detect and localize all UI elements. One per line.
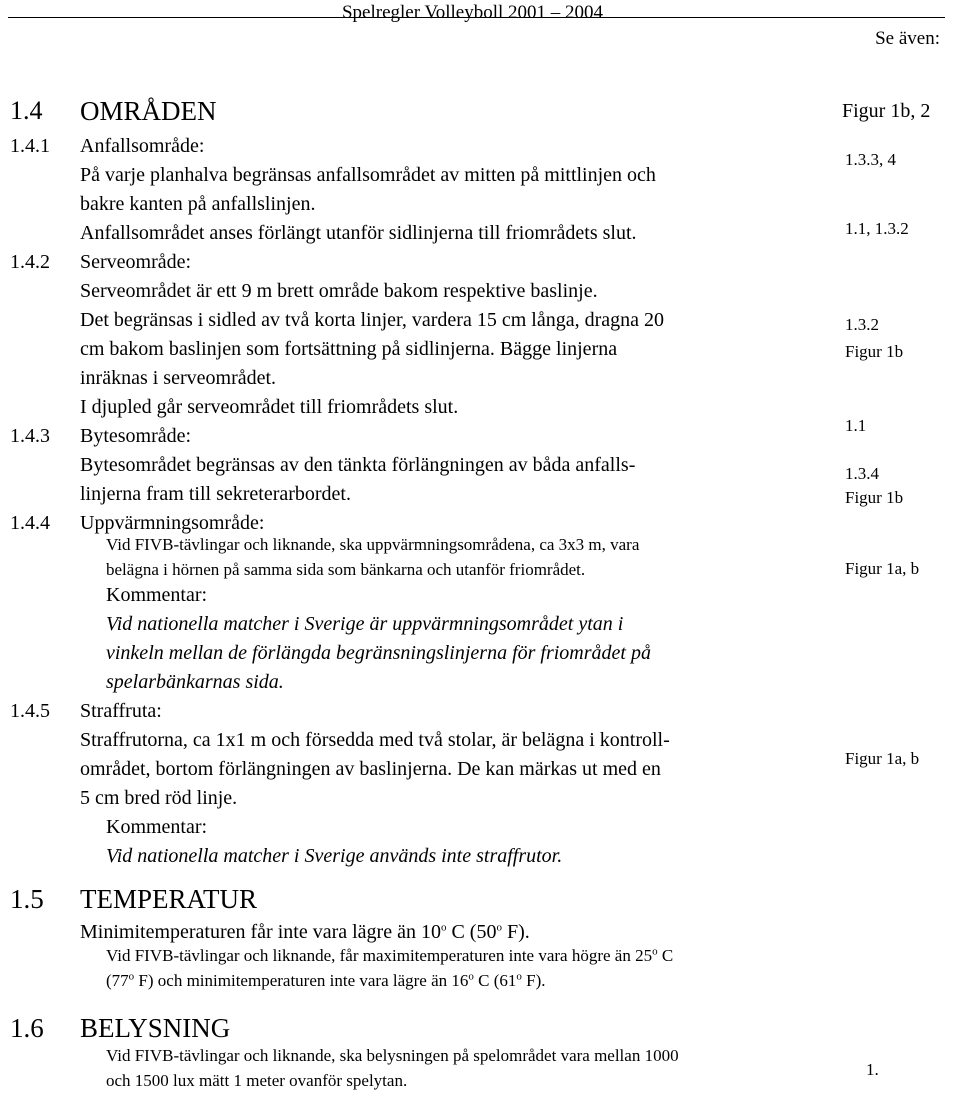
comment-label: Kommentar:	[106, 816, 208, 838]
section-number: 1.4.5	[10, 700, 50, 722]
section-number: 1.5	[10, 884, 44, 914]
body-line: inräknas i serveområdet.	[80, 367, 277, 389]
body-line: (77$^o$ F) och minimitemperaturen inte vara lägre än 16$^o$ C (61$^o$ F).	[106, 970, 546, 990]
section-number: 1.4.1	[10, 135, 50, 157]
body-line: Vid FIVB-tävlingar och liknande, ska uppvärmningsområdena, ca 3x3 m, vara	[106, 535, 640, 554]
comment-line: Vid nationella matcher i Sverige är uppvärmningsområdet ytan i	[106, 613, 624, 635]
body-line: 5 cm bred röd linje.	[80, 787, 238, 809]
body-line: Vid FIVB-tävlingar och liknande, får maximitemperaturen inte vara högre än 25$^o$ C	[106, 945, 674, 965]
body-line: Minimitemperaturen får inte vara lägre än 10$^o$ C (50$^o$ F).	[80, 921, 530, 943]
document-title: Spelregler Volleyboll 2001 – 2004	[341, 2, 604, 23]
degree-mark: o	[468, 970, 474, 983]
body-line: Straffrutorna, ca 1x1 m och försedda med två stolar, är belägna i kontroll-	[80, 729, 670, 751]
header-divider	[8, 17, 945, 18]
section-reference: Figur 1a, b	[845, 749, 920, 768]
degree-mark: o	[440, 921, 447, 934]
section-reference: 1.	[866, 1060, 879, 1079]
section-reference: Figur 1b	[845, 488, 904, 507]
section-reference: 1.1	[845, 416, 867, 435]
comment-label: Kommentar:	[106, 584, 208, 606]
body-line: bakre kanten på anfallslinjen.	[80, 193, 316, 215]
section-number: 1.4	[10, 96, 43, 125]
section-reference: Figur 1b, 2	[842, 100, 931, 122]
degree-mark: o	[652, 945, 658, 958]
comment-line: spelarbänkarnas sida.	[106, 671, 284, 693]
body-line: Det begränsas i sidled av två korta linjer, vardera 15 cm långa, dragna 20	[80, 309, 664, 331]
body-line: belägna i hörnen på samma sida som bänkarna och utanför friområdet.	[106, 560, 586, 579]
comment-line: vinkeln mellan de förlängda begränsningslinjerna för friområdet på	[106, 642, 651, 664]
body-line: cm bakom baslinjen som fortsättning på sidlinjerna. Bägge linjerna	[80, 338, 618, 360]
section-heading: Bytesområde:	[80, 425, 192, 447]
section-number: 1.6	[10, 1013, 44, 1043]
section-heading: Serveområde:	[80, 251, 192, 273]
section-reference: 1.3.3, 4	[845, 150, 896, 169]
section-number: 1.4.2	[10, 251, 50, 273]
body-line: I djupled går serveområdet till friområdets slut.	[80, 396, 459, 418]
section-heading: TEMPERATUR	[80, 884, 258, 914]
comment-line: Vid nationella matcher i Sverige används inte straffrutor.	[106, 845, 563, 867]
degree-mark: o	[128, 970, 135, 983]
body-line: och 1500 lux mätt 1 meter ovanför spelytan.	[106, 1071, 408, 1090]
body-line: Vid FIVB-tävlingar och liknande, ska belysningen på spelområdet vara mellan 1000	[106, 1046, 679, 1065]
section-reference: 1.1, 1.3.2	[845, 219, 909, 238]
degree-mark: o	[496, 921, 502, 934]
section-number: 1.4.3	[10, 425, 50, 447]
section-heading: Straffruta:	[80, 700, 162, 722]
section-heading: Anfallsområde:	[80, 135, 205, 157]
body-line: Bytesområdet begränsas av den tänkta förlängningen av båda anfalls-	[80, 454, 636, 476]
body-line: På varje planhalva begränsas anfallsområdet av mitten på mittlinjen och	[80, 164, 656, 186]
body-line: Serveområdet är ett 9 m brett område bakom respektive baslinje.	[80, 280, 598, 302]
section-heading: BELYSNING	[80, 1013, 231, 1043]
section-heading: OMRÅDEN	[80, 96, 217, 126]
degree-mark: o	[516, 970, 522, 983]
section-reference: 1.3.2	[845, 315, 879, 334]
section-reference: Figur 1b	[845, 342, 904, 361]
body-line: linjerna fram till sekreterarbordet.	[80, 483, 351, 505]
section-heading: Uppvärmningsområde:	[80, 512, 265, 534]
section-number: 1.4.4	[10, 512, 50, 534]
see-also-label: Se även:	[875, 28, 940, 49]
section-reference: Figur 1a, b	[845, 559, 920, 578]
section-reference: 1.3.4	[845, 464, 879, 483]
body-line: Anfallsområdet anses förlängt utanför sidlinjerna till friområdets slut.	[80, 222, 637, 244]
body-line: området, bortom förlängningen av baslinjerna. De kan märkas ut med en	[80, 758, 661, 780]
